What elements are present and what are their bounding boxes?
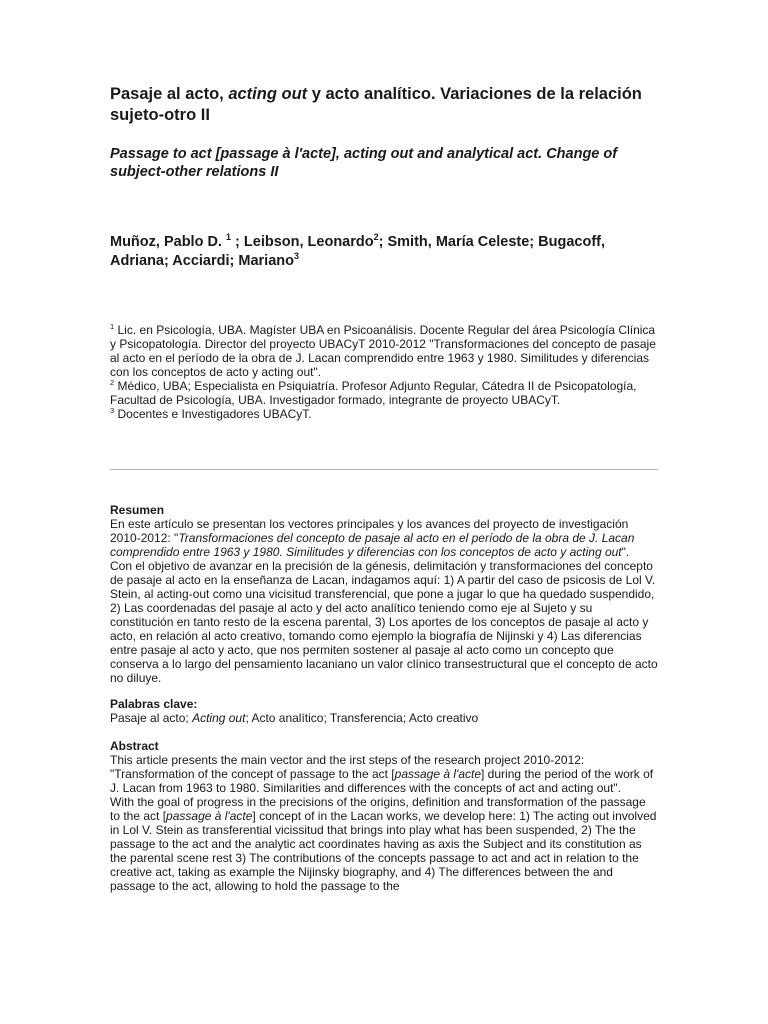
abstract-p2-text: With the goal of progress in the precisions of the origins, definition and transformation of the passage to the act [ <box>110 795 646 823</box>
resumen-paragraph-2: Con el objetivo de avanzar en la precisión de la génesis, delimitación y transformaciones del concepto de pasaje al acto en la enseñanza de Lacan, indagamos aquí: 1) A partir del caso de psicosis de Lol V. Stein, al acting-out como una vicisitud transferencial, que pone a jugar lo que ha quedado suspendido, 2) Las coordenadas del pasaje al acto y del acto analítico teniendo como eje al Sujeto y su constitución en tanto resto de la escena parental, 3) Los aportes de los conceptos de pasaje al acto y acto, en relación al acto creativo, tomando como ejemplo la biografía de Nijinski y 4) Las diferencias entre pasaje al acto y acto, que nos permiten sostener al pasaje al acto como un concepto que conserva a lo largo del pensamiento lacaniano un valor clínico transestructural que el concepto de acto no diluye. <box>110 559 658 685</box>
title-es-part1: Pasaje al acto, <box>110 85 229 103</box>
article-content <box>110 84 658 893</box>
title-es-part2: y acto analítico. Variaciones de la relación sujeto-otro II <box>110 85 642 124</box>
author-3: ; Smith, María Celeste; Bugacoff, Adriana; Acciardi; Mariano <box>110 234 606 269</box>
resumen-paragraph-1 <box>110 517 658 559</box>
affiliation-1-text: Lic. en Psicología, UBA. Magíster UBA en Psicoanálisis. Docente Regular del área Psicología Clínica y Psicopatología. Director del proyecto UBACyT 2010-2012 "Transformaciones del concepto de pasaje al acto en el período de la obra de J. Lacan comprendido entre 1963 y 1980. Similitudes y diferencias con los conceptos de acto y acting out". <box>110 323 656 379</box>
section-divider <box>110 469 658 470</box>
keywords-section <box>110 697 658 725</box>
affiliation-2-text: Médico, UBA; Especialista en Psiquiatría. Profesor Adjunto Regular, Cátedra II de Psicopatología, Facultad de Psicología, UBA. Investigador formado, integrante de proyecto UBACyT. <box>110 379 637 407</box>
keywords-list <box>110 711 658 725</box>
author-1-sup: 1 <box>226 232 232 243</box>
author-2-sup: 2 <box>373 232 379 243</box>
abstract-p1-text: This article presents the main vector and the irst steps of the research project 2010-2012: "Transformation of the concept of passage to the act [ <box>110 753 585 781</box>
author-3-sup: 3 <box>293 251 299 262</box>
title-es-italic: acting out <box>228 85 308 103</box>
abstract-p2-end: ] concept of in the Lacan works, we develop here: 1) The acting out involved in Lol V. Stein as transferential vicissitud that brings into play what has been suspended, 2) The the passage to the act and the analytic act coordinates having as axis the Subject and its constitution as the parental scene rest 3) The contributions of the concepts passage to act and act in relation to the creative act, taking as example the Nijinsky biography, and 4) The differences between the and passage to the act, allowing to hold the passage to the <box>110 809 657 893</box>
resumen-p1-text: En este artículo se presentan los vectores principales y los avances del proyecto de investigación 2010-2012: " <box>110 517 629 545</box>
affiliation-2 <box>110 379 658 407</box>
affiliation-3 <box>110 407 658 421</box>
abstract-p1-italic: passage à l'acte <box>394 767 482 781</box>
keyword-rest: ; Acto analítico; Transferencia; Acto creativo <box>245 711 479 725</box>
resumen-p1-end: ". <box>621 545 630 559</box>
abstract-p2-italic: passage à l'acte <box>166 809 253 823</box>
affiliation-3-sup: 3 <box>110 406 115 415</box>
author-2: ; Leibson, Leonardo <box>231 234 374 250</box>
author-list <box>110 233 658 271</box>
affiliation-1 <box>110 323 658 379</box>
resumen-p1-italic: Transformaciones del concepto de pasaje al acto en el período de la obra de J. Lacan comprendido entre 1963 y 1980. Similitudes y diferencias con los conceptos de acto y acting out <box>110 531 635 559</box>
affiliations <box>110 323 658 421</box>
abstract-paragraph-2 <box>110 795 658 893</box>
affiliation-1-sup: 1 <box>110 322 115 331</box>
affiliation-3-text: Docentes e Investigadores UBACyT. <box>114 407 312 421</box>
resumen-heading: Resumen <box>110 503 165 517</box>
keywords-heading: Palabras clave: <box>110 697 198 711</box>
keyword-2: Acting out <box>192 711 246 725</box>
author-1: Muñoz, Pablo D. <box>110 234 226 250</box>
affiliation-2-sup: 2 <box>110 378 115 387</box>
article-title-es <box>110 84 658 126</box>
article-title-en: Passage to act [passage à l'acte], acting out and analytical act. Change of subject-other relations II <box>110 146 618 180</box>
abstract-p1-end: ] during the period of the work of J. Lacan from 1963 to 1980. Similarities and differences with the concepts of act and acting out". <box>110 767 654 795</box>
resumen-section <box>110 503 658 685</box>
abstract-heading: Abstract <box>110 739 159 753</box>
abstract-section <box>110 739 658 893</box>
abstract-paragraph-1 <box>110 753 658 795</box>
keyword-1: Pasaje al acto; <box>110 711 193 725</box>
